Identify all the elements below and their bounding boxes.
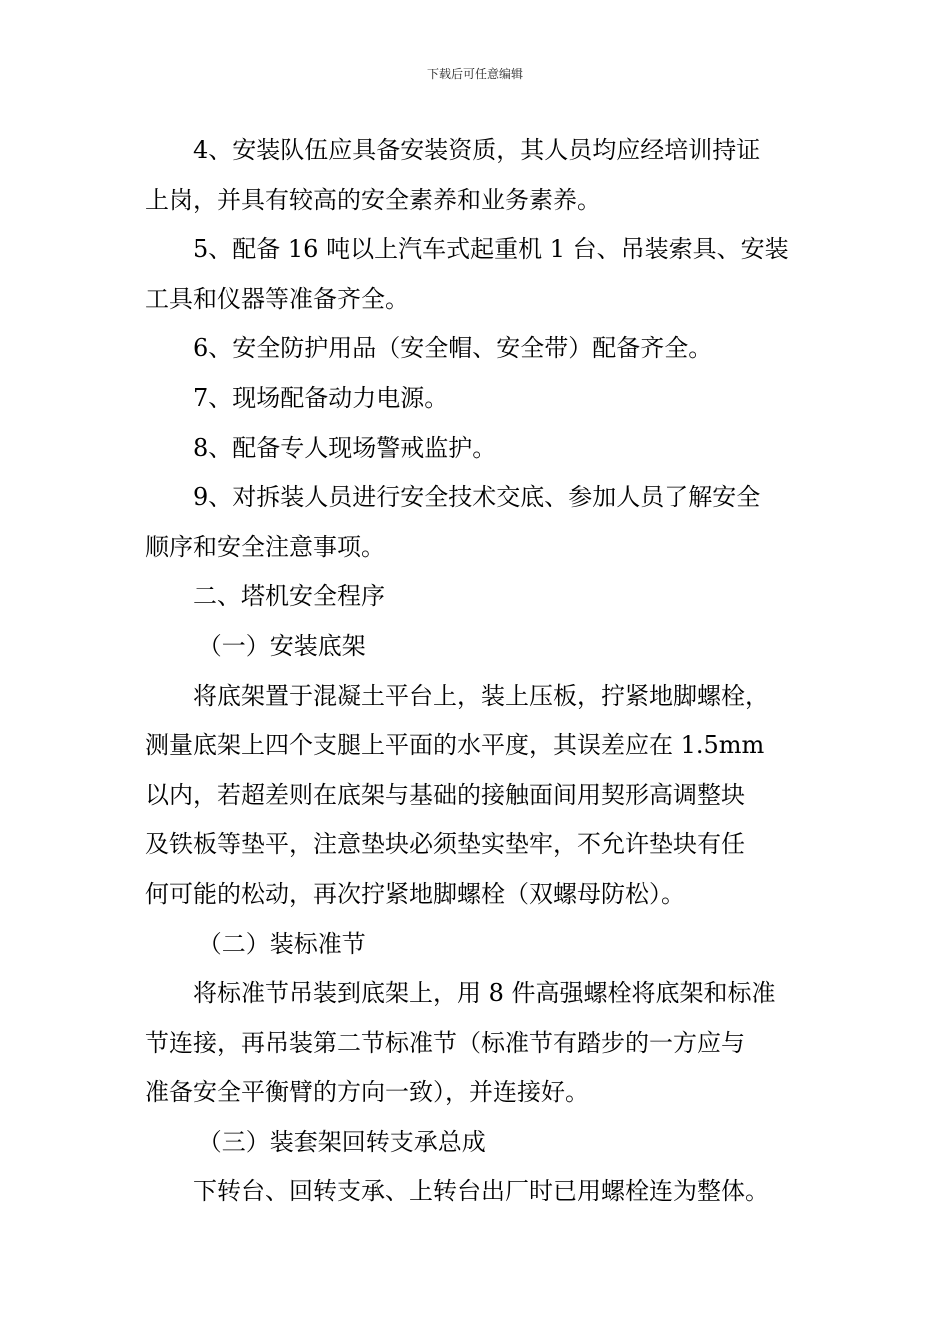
paragraph-line: 将底架置于混凝土平台上，装上压板，拧紧地脚螺栓， [193,681,769,710]
paragraph-line: 下转台、回转支承、上转台出厂时已用螺栓连为整体。 [193,1177,769,1206]
section-heading: （三）装套架回转支承总成 [197,1127,486,1156]
section-heading: （二）装标准节 [197,929,366,958]
page-header: 下载后可任意编辑 [426,67,523,81]
section-heading: （一）安装底架 [197,631,366,660]
paragraph-line: 测量底架上四个支腿上平面的水平度，其误差应在 1.5mm [145,731,765,760]
paragraph-line: 将标准节吊装到底架上，用 8 件高强螺栓将底架和标准 [193,979,776,1008]
paragraph-line: 何可能的松动，再次拧紧地脚螺栓（双螺母防松）。 [145,879,685,908]
paragraph-line: 及铁板等垫平，注意垫块必须垫实垫牢，不允许垫块有任 [145,830,745,859]
paragraph-line: 6、安全防护用品（安全帽、安全带）配备齐全。 [193,334,713,363]
paragraph-line: 以内，若超差则在底架与基础的接触面间用契形高调整块 [145,780,745,809]
document-body [145,126,825,1217]
paragraph-line: 4、安装队伍应具备安装资质，其人员均应经培训持证 [193,136,761,164]
paragraph-line: 工具和仪器等准备齐全。 [145,284,409,313]
paragraph-line: 准备安全平衡臂的方向一致），并连接好。 [145,1078,589,1107]
paragraph-line: 顺序和安全注意事项。 [145,532,385,561]
paragraph-line: 8、配备专人现场警戒监护。 [193,433,497,462]
paragraph-line: 节连接，再吊装第二节标准节（标准节有踏步的一方应与 [145,1028,745,1057]
paragraph-line: 9、对拆装人员进行安全技术交底、参加人员了解安全 [193,483,761,512]
paragraph-line: 二、塔机安全程序 [193,582,385,611]
paragraph-line: 7、现场配备动力电源。 [193,383,449,412]
paragraph-line: 5、配备 16 吨以上汽车式起重机 1 台、吊装索具、安装 [193,235,789,264]
paragraph-line: 上岗，并具有较高的安全素养和业务素养。 [145,185,601,214]
